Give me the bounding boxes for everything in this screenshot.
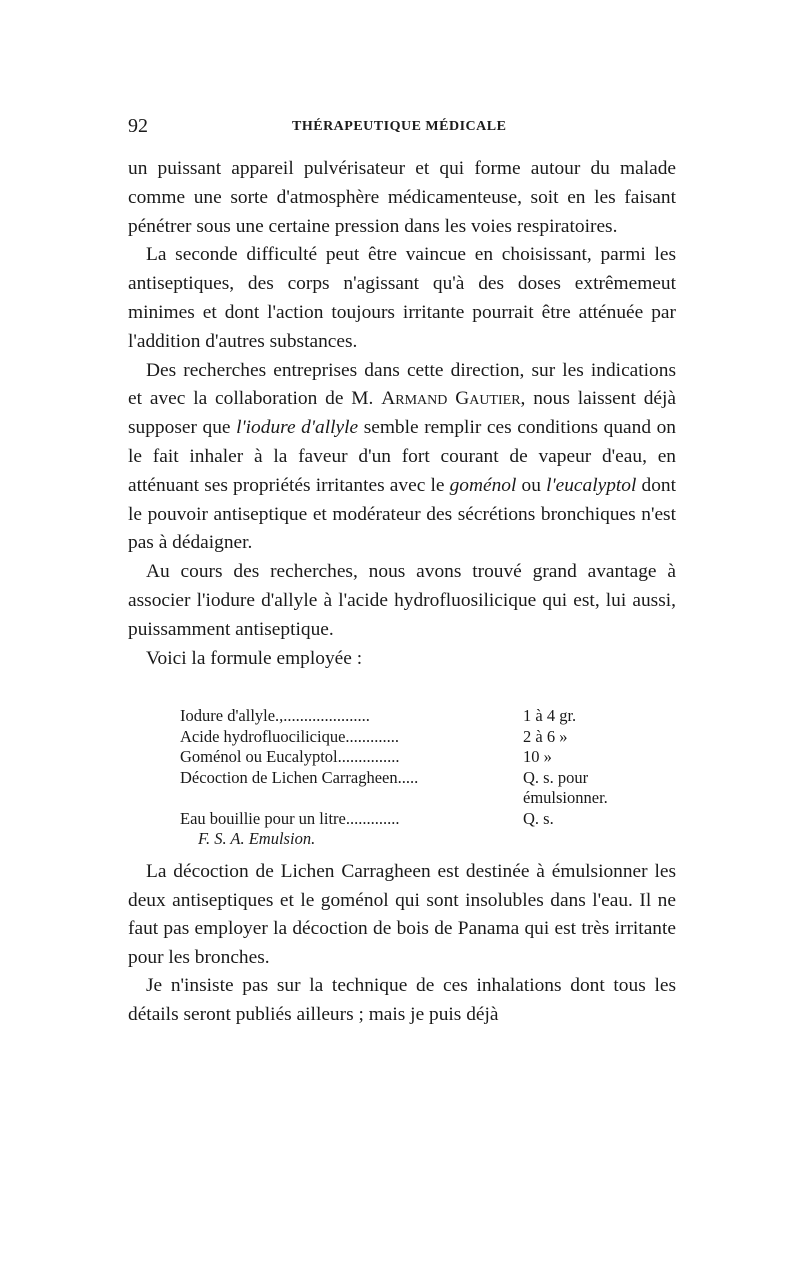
research-text-e: dont le pouvoir antiseptique et modérateur des sécrétions bronchiques n'est pas à dédaigner. [128, 474, 676, 554]
term-eucalyptol: l'eucalyptol [546, 474, 637, 496]
formula-ingredient: Goménol ou Eucalyptol............... [180, 747, 400, 766]
body-text-bottom [128, 858, 676, 1030]
formula-ingredient: Eau bouillie pour un litre............. [180, 808, 400, 828]
formula-row [128, 706, 676, 727]
paragraph-carragheen: La décoction de Lichen Carragheen est destinée à émulsionner les deux antiseptiques et le goménol qui sont insolubles dans l'eau. Il ne faut pas employer la décoction de bois de Panama qui est très irritante pour les bronches. [128, 861, 676, 968]
paragraph-advantage: Au cours des recherches, nous avons trouvé grand avantage à associer l'iodure d'allyle à l'acide hydrofluosilicique qui est, lui aussi, puissamment antiseptique. [128, 561, 676, 640]
term-iodure-allyle: l'iodure d'allyle [236, 417, 359, 439]
paragraph-technique: Je n'insiste pas sur la technique de ces inhalations dont tous les détails seront publiés ailleurs ; mais je puis déjà [128, 975, 676, 1025]
formula-quantity: Q. s. [523, 808, 554, 828]
formula-quantity: 10 » [523, 747, 552, 766]
formula-row [128, 768, 676, 809]
formula-note [128, 829, 676, 850]
body-text-top [128, 155, 676, 673]
paragraph-continuation: un puissant appareil pulvérisateur et qui forme autour du malade comme une sorte d'atmosphère médicamenteuse, soit en les faisant pénétrer sous une certaine pression dans les voies respiratoires. [128, 158, 676, 237]
paragraph-research [128, 357, 676, 559]
author-name: Armand Gautier [381, 388, 521, 410]
formula-ingredient: Acide hydrofluocilicique............. [180, 726, 400, 746]
formula-quantity: 1 à 4 gr. [523, 706, 577, 725]
paragraph-antiseptics: La seconde difficulté peut être vaincue en choisissant, parmi les antiseptiques, des corps n'agissant qu'à des doses extrêmemeut minimes et dont l'action toujours irritante pourrait être atténuée par l'addition d'autres substances. [128, 244, 676, 352]
formula-row [128, 747, 676, 768]
formula-quantity: Q. s. pour émulsionner. [523, 767, 608, 807]
formula-ingredient: Iodure d'allyle.,..................... [180, 706, 370, 725]
page-number: 92 [128, 115, 148, 137]
formula-table [128, 706, 676, 850]
formula-note-text: F. S. A. Emulsion. [198, 829, 316, 848]
formula-row [128, 809, 676, 830]
formula-row [128, 727, 676, 748]
paragraph-formula-intro: Voici la formule employée : [146, 647, 363, 669]
term-gomenol: goménol [449, 474, 517, 496]
research-text-c: semble remplir ces conditions quand on le fait inhaler à la faveur d'un fort courant de vapeur d'eau, en atténuant ses propriétés irritantes avec le [128, 417, 676, 496]
running-title: THÉRAPEUTIQUE MÉDICALE [292, 119, 507, 134]
formula-ingredient: Décoction de Lichen Carragheen..... [180, 767, 419, 787]
formula-quantity: 2 à 6 » [523, 726, 568, 746]
page-header [128, 115, 676, 141]
research-text-a: Des recherches entreprises dans cette direction, sur les indications et avec la collaboration de M. [128, 359, 676, 410]
research-text-b: , nous laissent déjà supposer que [128, 388, 677, 439]
research-text-d: ou [516, 474, 547, 496]
